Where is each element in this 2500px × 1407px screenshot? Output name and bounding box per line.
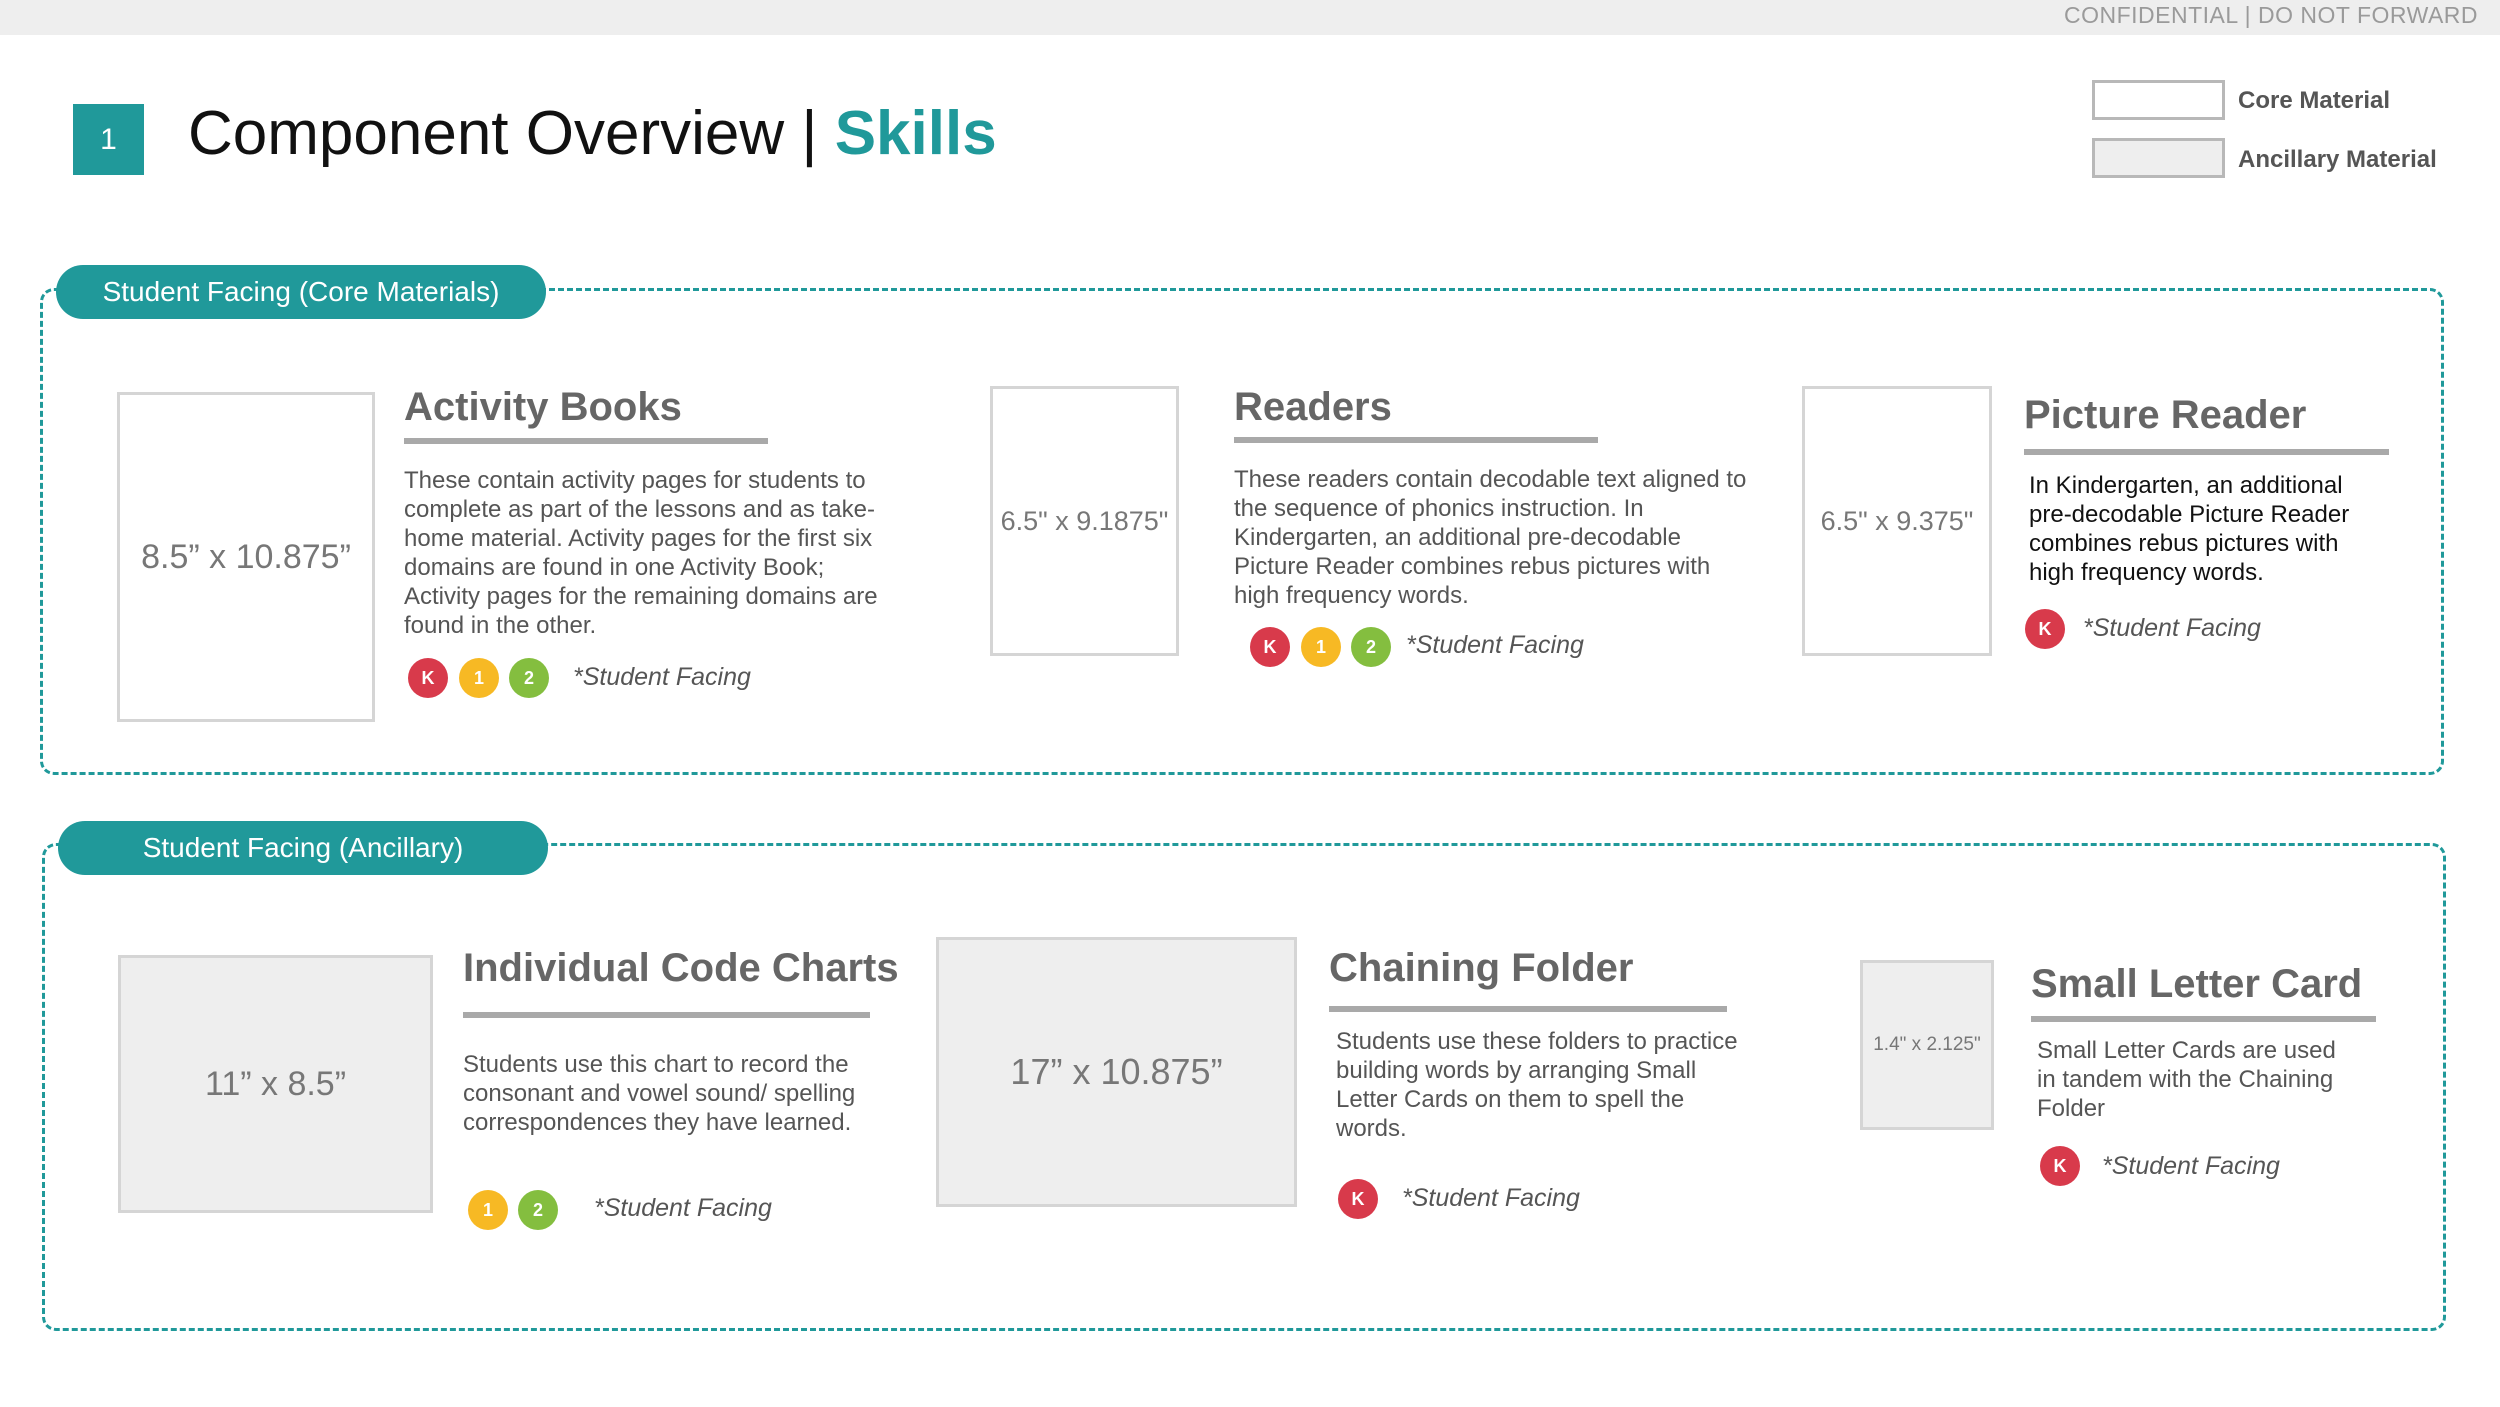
code-charts-title: Individual Code Charts	[463, 946, 899, 990]
chaining-folder-size-box: 17” x 10.875”	[936, 937, 1297, 1207]
small-letter-card-size-box: 1.4" x 2.125"	[1860, 960, 1994, 1130]
student-facing-note: *Student Facing	[2083, 614, 2261, 642]
page-title-accent: Skills	[834, 99, 997, 168]
chaining-folder-description: Students use these folders to practice building words by arranging Small Letter Cards on them to spell the words.	[1336, 1028, 1738, 1142]
picture-reader-title: Picture Reader	[2024, 393, 2307, 437]
grade-1-badge: 1	[468, 1190, 508, 1230]
confidential-notice: CONFIDENTIAL | DO NOT FORWARD	[2063, 2, 2478, 28]
grade-k-badge: K	[1338, 1179, 1378, 1219]
grade-k-badge: K	[1250, 627, 1290, 667]
grade-2-badge: 2	[1351, 627, 1391, 667]
grade-1-badge: 1	[459, 658, 499, 698]
small-letter-card-title: Small Letter Card	[2031, 962, 2363, 1006]
grade-2-badge: 2	[518, 1190, 558, 1230]
picture-reader-description: In Kindergarten, an additional pre-decodable Picture Reader combines rebus pictures with high frequency words.	[2029, 472, 2350, 586]
ancillary-tab: Student Facing (Ancillary)	[58, 821, 548, 875]
activity-books-rule	[404, 438, 768, 444]
grade-k-badge: K	[2025, 609, 2065, 649]
code-charts-size-box: 11” x 8.5”	[118, 955, 433, 1213]
chaining-folder-title: Chaining Folder	[1329, 946, 1634, 990]
legend-ancillary-label: Ancillary Material	[2238, 146, 2437, 173]
student-facing-note: *Student Facing	[573, 663, 751, 691]
activity-books-size-box: 8.5” x 10.875”	[117, 392, 375, 722]
core-materials-tab: Student Facing (Core Materials)	[56, 265, 546, 319]
small-letter-card-description: Small Letter Cards are used in tandem with the Chaining Folder	[2037, 1037, 2336, 1122]
page-title	[188, 98, 997, 169]
small-letter-card-rule	[2031, 1016, 2376, 1022]
picture-reader-size-box: 6.5" x 9.375"	[1802, 386, 1992, 656]
activity-books-title: Activity Books	[404, 385, 682, 429]
legend-core-label: Core Material	[2238, 87, 2391, 114]
student-facing-note: *Student Facing	[1402, 1184, 1580, 1212]
legend-ancillary-swatch	[2092, 138, 2225, 178]
section-number-badge: 1	[73, 104, 144, 175]
legend-core-swatch	[2092, 80, 2225, 120]
grade-2-badge: 2	[509, 658, 549, 698]
student-facing-note: *Student Facing	[594, 1194, 772, 1222]
grade-k-badge: K	[408, 658, 448, 698]
picture-reader-rule	[2024, 449, 2389, 455]
grade-k-badge: K	[2040, 1146, 2080, 1186]
code-charts-description: Students use this chart to record the consonant and vowel sound/ spelling correspondences they have learned.	[463, 1051, 856, 1136]
readers-title: Readers	[1234, 385, 1392, 429]
readers-rule	[1234, 437, 1598, 443]
code-charts-rule	[463, 1012, 870, 1018]
student-facing-note: *Student Facing	[2102, 1152, 2280, 1180]
activity-books-description: These contain activity pages for students to complete as part of the lessons and as take-home material. Activity pages for the first six domains are found in one Activity Book; Activity pages for the remaining domains are found in the other.	[404, 467, 878, 639]
readers-size-box: 6.5" x 9.1875"	[990, 386, 1179, 656]
readers-description: These readers contain decodable text aligned to the sequence of phonics instruction. In Kindergarten, an additional pre-decodable Picture Reader combines rebus pictures with high frequency words.	[1234, 466, 1747, 609]
page-title-main: Component Overview |	[188, 99, 835, 168]
grade-1-badge: 1	[1301, 627, 1341, 667]
chaining-folder-rule	[1329, 1006, 1727, 1012]
student-facing-note: *Student Facing	[1406, 631, 1584, 659]
